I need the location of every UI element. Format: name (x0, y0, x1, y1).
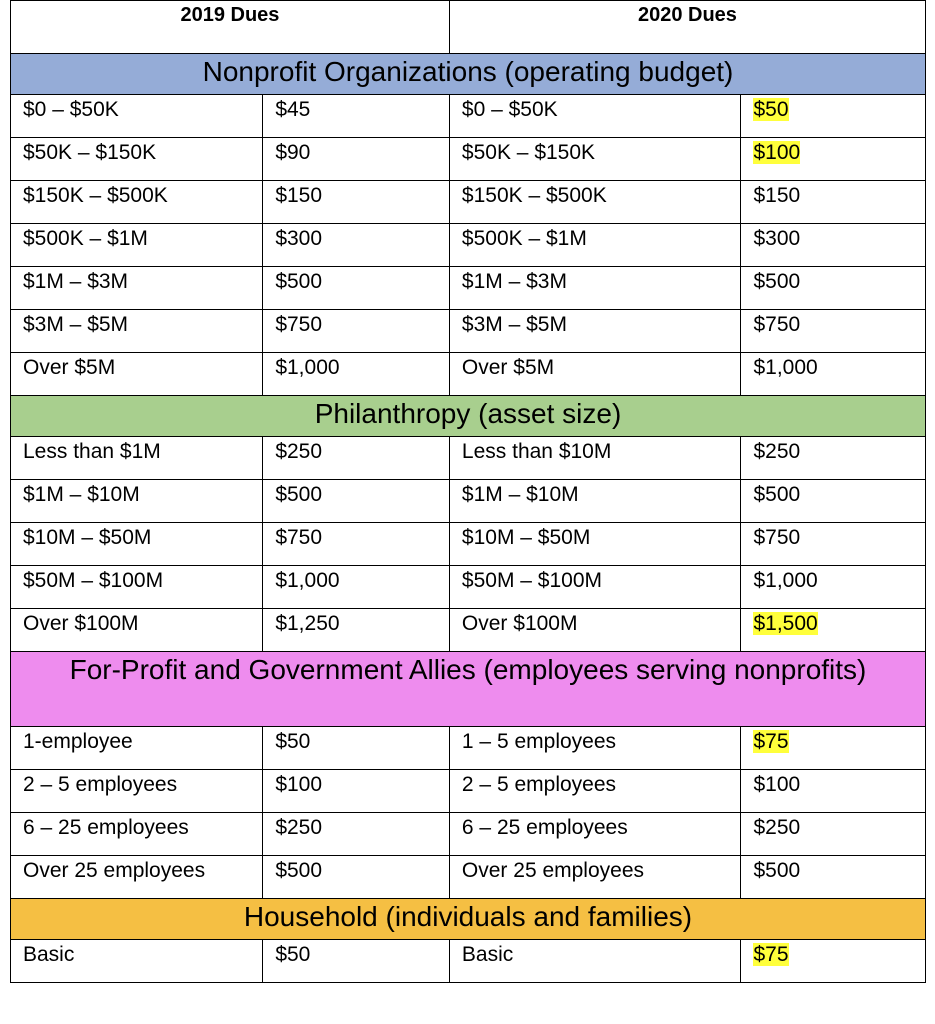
tier-2020: Less than $10M (449, 437, 741, 480)
tier-2020: Over $100M (449, 609, 741, 652)
table-row (11, 267, 926, 310)
table-row (11, 310, 926, 353)
fee-2020: $500 (741, 480, 926, 523)
table-row (11, 480, 926, 523)
fee-2020: $750 (741, 523, 926, 566)
table-row (11, 770, 926, 813)
table-row (11, 566, 926, 609)
table-row (11, 224, 926, 267)
tier-2019: $500K – $1M (11, 224, 263, 267)
tier-2019: 2 – 5 employees (11, 770, 263, 813)
tier-2019: $3M – $5M (11, 310, 263, 353)
fee-2020: $100 (741, 770, 926, 813)
fee-2019: $150 (263, 181, 450, 224)
fee-2020-highlight: $50 (753, 98, 789, 121)
tier-2020: 1 – 5 employees (449, 727, 741, 770)
tier-2019: $1M – $3M (11, 267, 263, 310)
tier-2020: $1M – $10M (449, 480, 741, 523)
tier-2020: 6 – 25 employees (449, 813, 741, 856)
tier-2019: 6 – 25 employees (11, 813, 263, 856)
fee-2020: $500 (741, 267, 926, 310)
fee-2020-highlight: $75 (753, 730, 789, 753)
tier-2020: $150K – $500K (449, 181, 741, 224)
tier-2019: $50M – $100M (11, 566, 263, 609)
tier-2020: $3M – $5M (449, 310, 741, 353)
header-2019: 2019 Dues (11, 1, 450, 54)
tier-2020: $50K – $150K (449, 138, 741, 181)
fee-2020: $250 (741, 437, 926, 480)
tier-2019: $50K – $150K (11, 138, 263, 181)
section-title-household: Household (individuals and families) (11, 899, 926, 940)
fee-2019: $750 (263, 310, 450, 353)
tier-2020: Over $5M (449, 353, 741, 396)
fee-2020 (741, 609, 926, 652)
fee-2020: $500 (741, 856, 926, 899)
tier-2019: Less than $1M (11, 437, 263, 480)
tier-2020: $10M – $50M (449, 523, 741, 566)
fee-2020: $150 (741, 181, 926, 224)
table-row (11, 523, 926, 566)
tier-2020: $500K – $1M (449, 224, 741, 267)
fee-2020 (741, 727, 926, 770)
fee-2019: $250 (263, 813, 450, 856)
tier-2019: Over $5M (11, 353, 263, 396)
fee-2020: $1,000 (741, 353, 926, 396)
fee-2020-highlight: $75 (753, 943, 789, 966)
section-philanthropy (11, 396, 926, 652)
fee-2020 (741, 95, 926, 138)
fee-2020 (741, 138, 926, 181)
section-nonprofit (11, 54, 926, 396)
tier-2020: $50M – $100M (449, 566, 741, 609)
tier-2019: Over 25 employees (11, 856, 263, 899)
fee-2019: $50 (263, 727, 450, 770)
tier-2019: $1M – $10M (11, 480, 263, 523)
section-title-forprofit: For-Profit and Government Allies (employees serving nonprofits) (11, 652, 926, 727)
fee-2019: $500 (263, 267, 450, 310)
fee-2019: $300 (263, 224, 450, 267)
fee-2019: $750 (263, 523, 450, 566)
tier-2019: Over $100M (11, 609, 263, 652)
fee-2019: $500 (263, 856, 450, 899)
table-row (11, 856, 926, 899)
fee-2020: $250 (741, 813, 926, 856)
dues-table-container (10, 0, 926, 983)
tier-2020: 2 – 5 employees (449, 770, 741, 813)
fee-2019: $90 (263, 138, 450, 181)
section-title-philanthropy: Philanthropy (asset size) (11, 396, 926, 437)
fee-2019: $50 (263, 940, 450, 983)
table-row (11, 437, 926, 480)
year-header-row (11, 1, 926, 54)
table-row (11, 609, 926, 652)
tier-2019: 1-employee (11, 727, 263, 770)
tier-2019: Basic (11, 940, 263, 983)
table-row (11, 95, 926, 138)
tier-2020: $0 – $50K (449, 95, 741, 138)
tier-2019: $0 – $50K (11, 95, 263, 138)
fee-2019: $1,250 (263, 609, 450, 652)
fee-2020: $1,000 (741, 566, 926, 609)
fee-2020-highlight: $100 (753, 141, 801, 164)
table-row (11, 353, 926, 396)
fee-2020 (741, 940, 926, 983)
header-2020: 2020 Dues (449, 1, 925, 54)
tier-2019: $150K – $500K (11, 181, 263, 224)
fee-2019: $1,000 (263, 566, 450, 609)
table-row (11, 181, 926, 224)
fee-2020-highlight: $1,500 (753, 612, 818, 635)
tier-2020: Over 25 employees (449, 856, 741, 899)
table-row (11, 138, 926, 181)
section-household (11, 899, 926, 983)
section-forprofit (11, 652, 926, 899)
fee-2019: $1,000 (263, 353, 450, 396)
tier-2020: $1M – $3M (449, 267, 741, 310)
fee-2020: $300 (741, 224, 926, 267)
tier-2019: $10M – $50M (11, 523, 263, 566)
table-row (11, 727, 926, 770)
tier-2020: Basic (449, 940, 741, 983)
fee-2019: $45 (263, 95, 450, 138)
fee-2019: $100 (263, 770, 450, 813)
table-row (11, 813, 926, 856)
section-title-nonprofit: Nonprofit Organizations (operating budget) (11, 54, 926, 95)
fee-2019: $500 (263, 480, 450, 523)
fee-2019: $250 (263, 437, 450, 480)
fee-2020: $750 (741, 310, 926, 353)
table-row (11, 940, 926, 983)
dues-table (10, 0, 926, 983)
